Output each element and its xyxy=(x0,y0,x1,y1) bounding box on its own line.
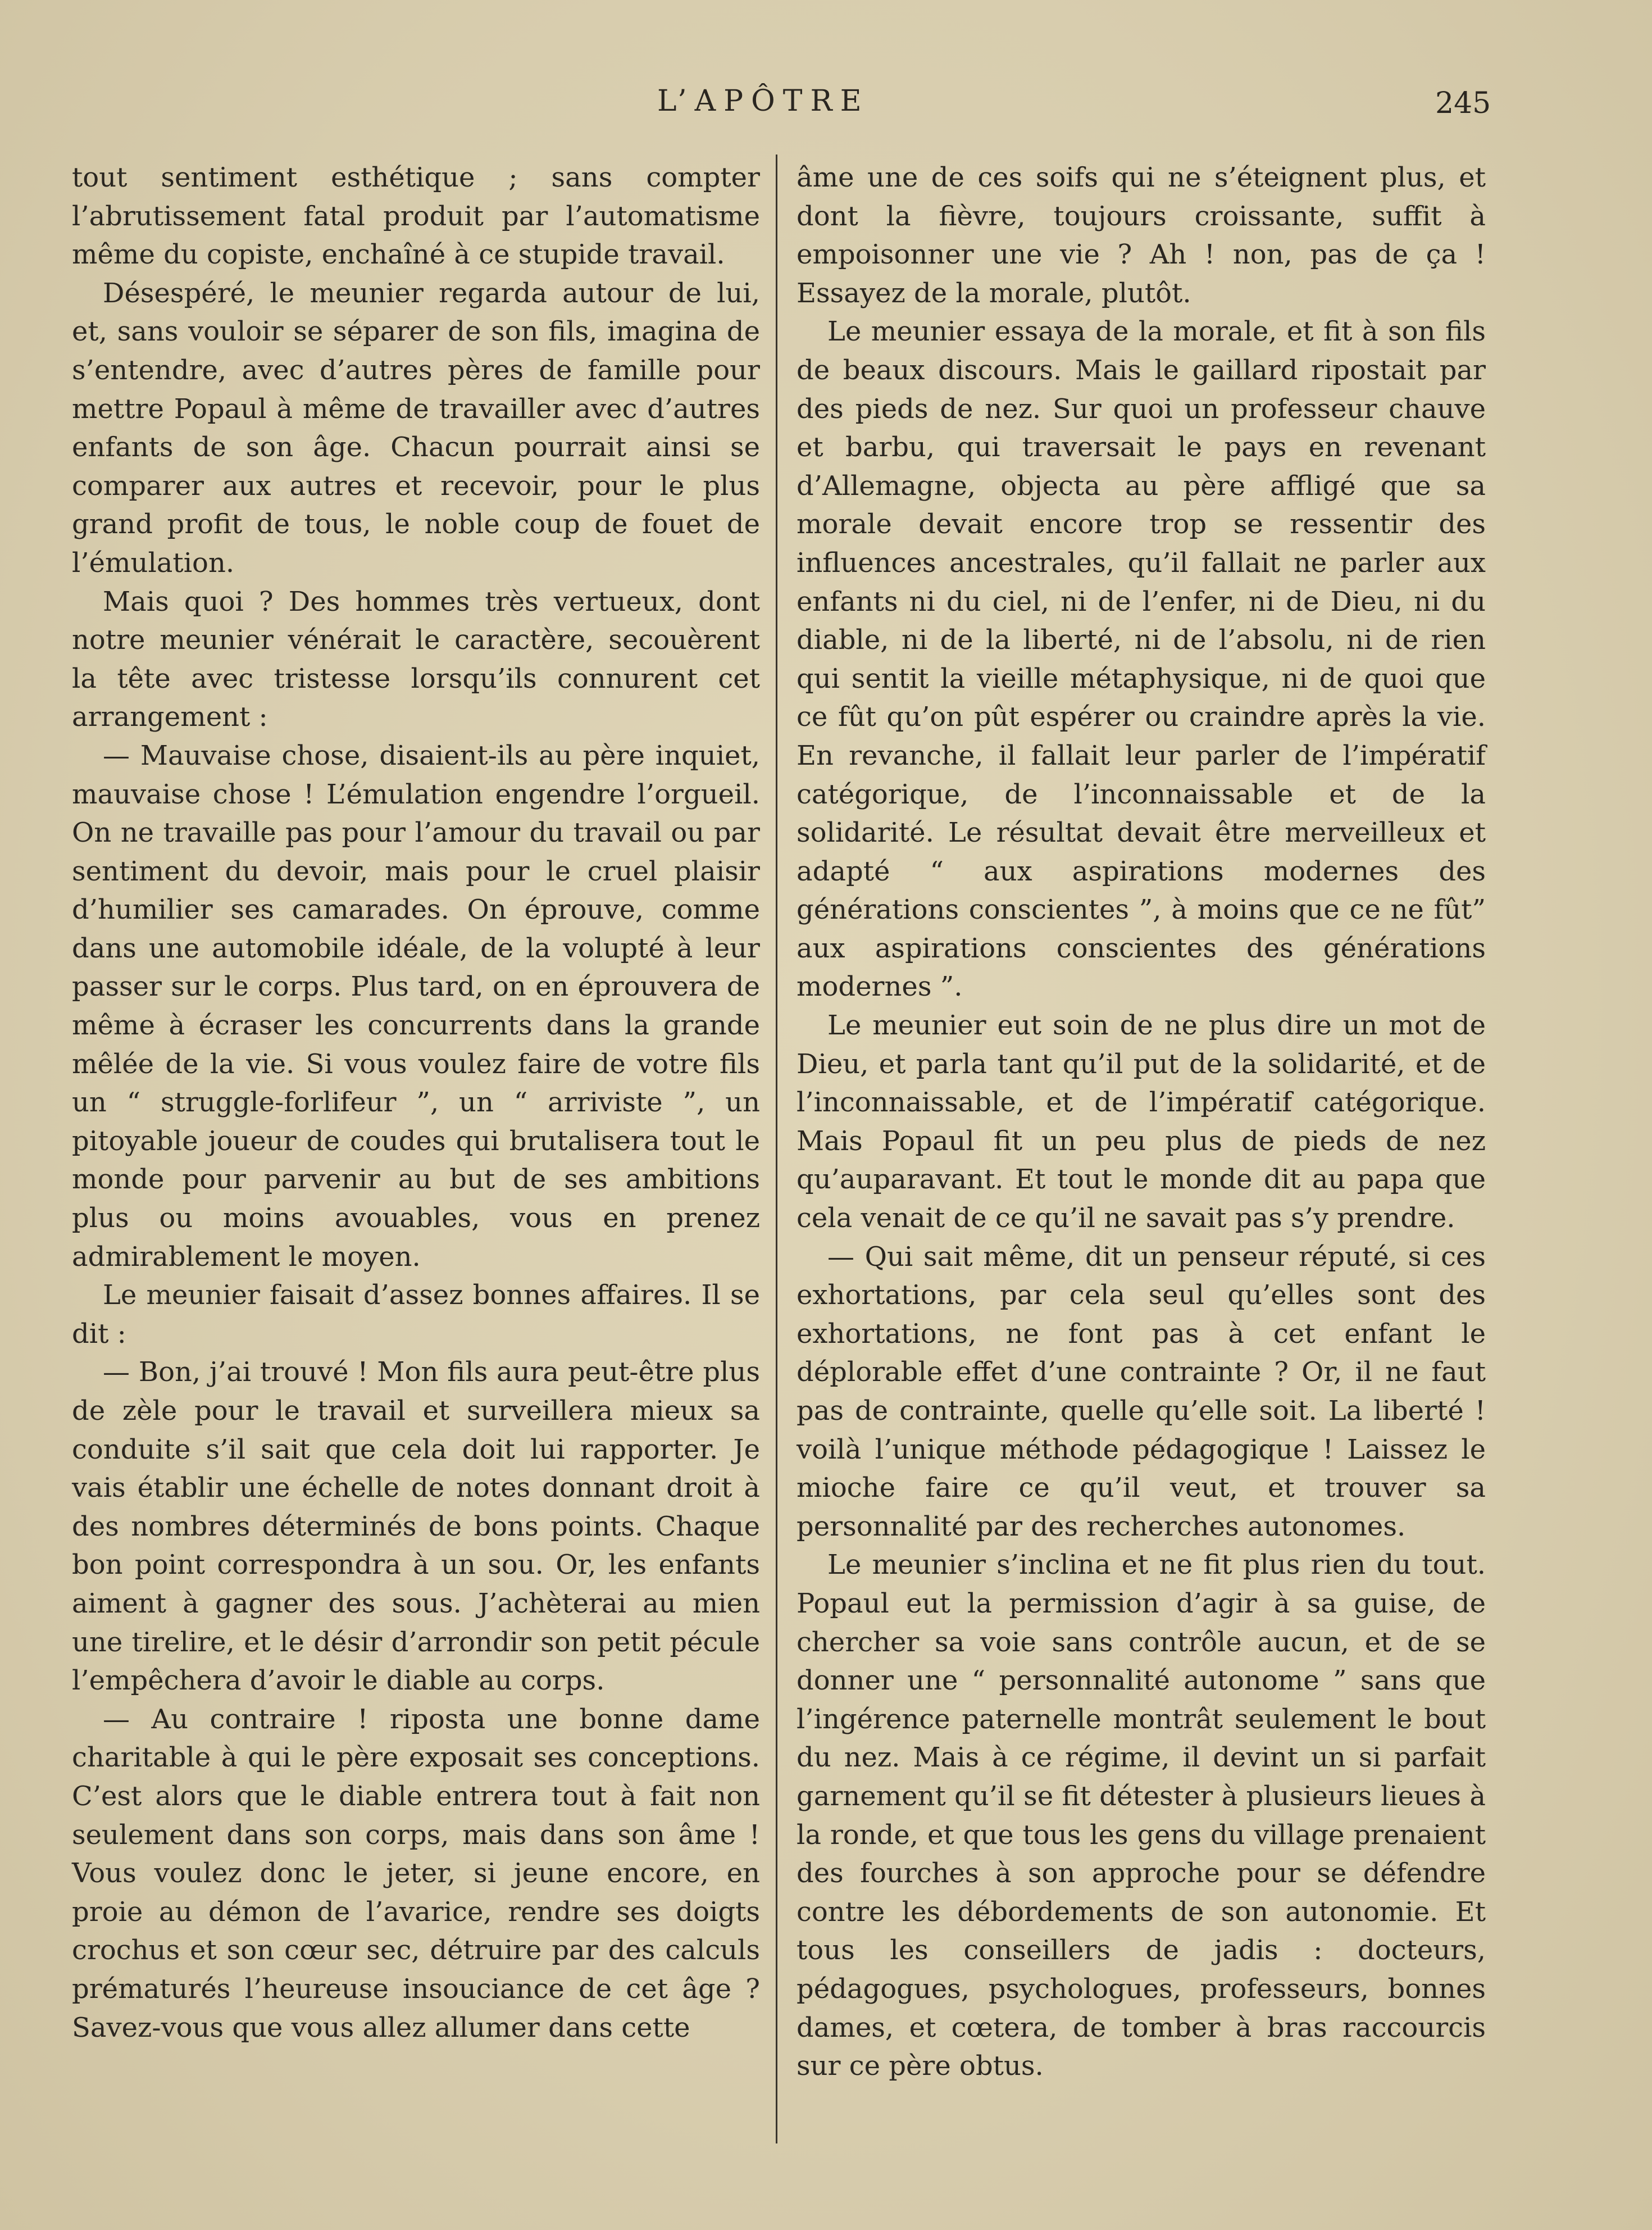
paragraph: — Bon, j’ai trouvé ! Mon fils aura peut-être plus de zèle pour le travail et surveillera mieux sa conduite s’il sait que cela doit lui rapporter. Je vais établir une échelle de notes donnant droit à des nombres déterminés de bons points. Chaque bon point correspondra à un sou. Or, les enfants aiment à gagner des sous. J’achèterai au mien une tirelire, et le désir d’arrondir son petit pécule l’empêchera d’avoir le diable au corps. xyxy=(72,1356,760,1697)
column-divider xyxy=(776,155,777,2143)
paragraph: Le meunier faisait d’assez bonnes affaires. Il se dit : xyxy=(72,1279,760,1350)
paragraph: Désespéré, le meunier regarda autour de lui, et, sans vouloir se séparer de son fils, imagina de s’entendre, avec d’autres pères de famille pour mettre Popaul à même de travailler avec d’autres enfants de son âge. Chacun pourrait ainsi se comparer aux autres et recevoir, pour le plus grand profit de tous, le noble coup de fouet de l’émulation. xyxy=(72,277,760,579)
paragraph: Le meunier eut soin de ne plus dire un mot de Dieu, et parla tant qu’il put de la solidarité, et de l’inconnaissable, et de l’impératif catégorique. Mais Popaul fit un peu plus de pieds de nez qu’auparavant. Et tout le monde dit au papa que cela venait de ce qu’il ne savait pas s’y prendre. xyxy=(797,1010,1486,1234)
paragraph: — Qui sait même, dit un penseur réputé, si ces exhortations, par cela seul qu’elles sont des exhortations, ne font pas à cet enfant le déplorable effet d’une contrainte ? Or, il ne faut pas de contrainte, quelle qu’elle soit. La liberté ! voilà l’unique méthode pédagogique ! Laissez le mioche faire ce qu’il veut, et trouver sa personnalité par des recherches autonomes. xyxy=(797,1241,1486,1542)
page-number: 245 xyxy=(1435,87,1491,120)
paragraph: — Mauvaise chose, disaient-ils au père inquiet, mauvaise chose ! L’émulation engendre l’orgueil. On ne travaille pas pour l’amour du travail ou par sentiment du devoir, mais pour le cruel plaisir d’humilier ses camarades. On éprouve, comme dans une automobile idéale, de la volupté à leur passer sur le corps. Plus tard, on en éprouvera de même à écraser les concurrents dans la grande mêlée de la vie. Si vous voulez faire de votre fils un “ struggle-forlifeur ”, un “ arriviste ”, un pitoyable joueur de coudes qui brutalisera tout le monde pour parvenir au but de ses ambitions plus ou moins avouables, vous en prenez admirablement le moyen. xyxy=(72,739,760,1273)
paragraph: — Au contraire ! riposta une bonne dame charitable à qui le père exposait ses conceptions. C’est alors que le diable entrera tout à fait non seulement dans son corps, mais dans son âme ! Vous voulez donc le jeter, si jeune encore, en proie au démon de l’avarice, rendre ses doigts crochus et son cœur sec, détruire par des calculs prématurés l’heureuse insouciance de cet âge ? Savez-vous que vous allez allumer dans cette xyxy=(72,1703,760,2043)
paragraph: Le meunier s’inclina et ne fit plus rien du tout. Popaul eut la permission d’agir à sa guise, de chercher sa voie sans contrôle aucun, et de se donner une “ personnalité autonome ” sans que l’ingérence paternelle montrât seulement le bout du nez. Mais à ce régime, il devint un si parfait garnement qu’il se fit détester à plusieurs lieues à la ronde, et que tous les gens du village prenaient des fourches à son approche pour se défendre contre les débordements de son autonomie. Et tous les conseillers de jadis : docteurs, pédagogues, psychologues, professeurs, bonnes dames, et cœtera, de tomber à bras raccourcis sur ce père obtus. xyxy=(797,1549,1486,2082)
right-column xyxy=(797,158,1486,2086)
paragraph: Le meunier essaya de la morale, et fit à son fils de beaux discours. Mais le gaillard ripostait par des pieds de nez. Sur quoi un professeur chauve et barbu, qui traversait le pays en revenant d’Allemagne, objecta au père affligé que sa morale devait encore trop se ressentir des influences ancestrales, qu’il fallait ne parler aux enfants ni du ciel, ni de l’enfer, ni de Dieu, ni du diable, ni de la liberté, ni de l’absolu, ni de rien qui sentit la vieille métaphysique, ni de quoi que ce fût qu’on pût espérer ou craindre après la vie. En revanche, il fallait leur parler de l’impératif catégorique, de l’inconnaissable et de la solidarité. Le résultat devait être merveilleux et adapté “ aux aspirations modernes des générations conscientes ”, à moins que ce ne fût” aux aspirations conscientes des générations modernes ”. xyxy=(797,316,1486,1003)
left-column xyxy=(72,158,760,2047)
paragraph: âme une de ces soifs qui ne s’éteignent plus, et dont la fièvre, toujours croissante, suffit à empoisonner une vie ? Ah ! non, pas de ça ! Essayez de la morale, plutôt. xyxy=(797,162,1486,309)
page-header xyxy=(0,84,1652,129)
paragraph: tout sentiment esthétique ; sans compter l’abrutissement fatal produit par l’automatisme même du copiste, enchaîné à ce stupide travail. xyxy=(72,162,760,271)
running-title: L’APÔTRE xyxy=(657,84,870,118)
paragraph: Mais quoi ? Des hommes très vertueux, dont notre meunier vénérait le caractère, secouèrent la tête avec tristesse lorsqu’ils connurent cet arrangement : xyxy=(72,585,760,733)
